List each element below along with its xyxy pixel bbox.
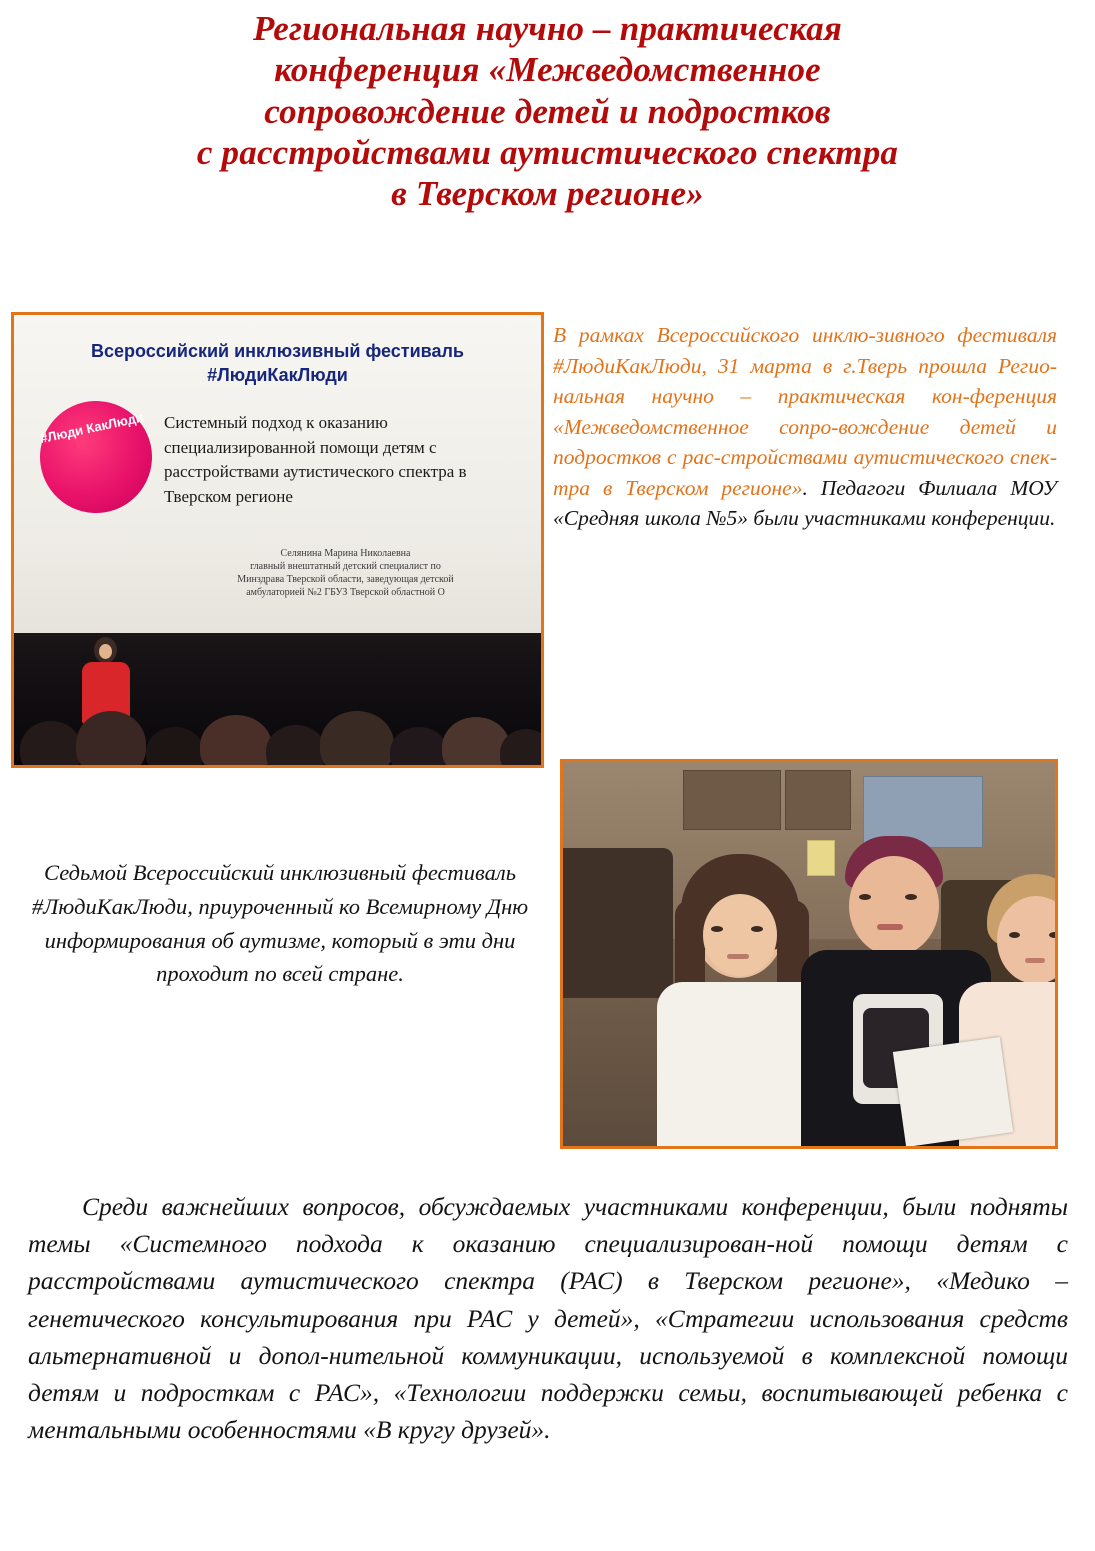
slide-heading-line-2: #ЛюдиКакЛюди xyxy=(207,365,348,386)
intro-paragraph-rest: . Педагоги Филиала МОУ «Средняя школа №5» были участниками конференции. xyxy=(553,475,1057,531)
topics-paragraph xyxy=(28,1188,1068,1449)
page-title-line-4: с расстройствами аутистического спектра xyxy=(196,132,899,172)
conference-stage-photo xyxy=(11,312,544,768)
slide-author-role-3: амбулаторией №2 ГБУЗ Тверской областной О xyxy=(246,587,445,598)
page-title xyxy=(40,8,1055,214)
slide-author-name: Селянина Марина Николаевна xyxy=(280,548,411,559)
page-title-line-2: конференция «Межведомственное xyxy=(274,50,821,90)
slide-author-block xyxy=(164,547,527,599)
festival-logo-text: #Люди КакЛюди xyxy=(38,409,145,447)
festival-caption: Седьмой Всероссийский инклюзивный фестиваль #ЛюдиКакЛюди, приуроченный ко Всемирному Дню информирования об аутизме, который в эти дни проходит по всей стране. xyxy=(31,860,529,987)
projection-screen xyxy=(14,315,541,633)
slide-author-role-1: главный внештатный детский специалист по xyxy=(250,561,441,572)
slide-heading xyxy=(14,339,541,388)
audience-silhouettes xyxy=(14,687,541,765)
page-title-line-3: сопровождение детей и подростков xyxy=(264,91,831,131)
intro-paragraph xyxy=(553,320,1057,534)
intro-paragraph-highlight: В рамках Всероссийского инклю-зивного фестиваля #ЛюдиКакЛюди, 31 марта в г.Тверь прошла Регио-нальная научно – практическая кон-ференция «Межведомственное сопро-вождение детей и подростков с рас-стройствами аутистического спек-тра в Тверском регионе» xyxy=(553,323,1057,500)
slide-body-text: Системный подход к оказанию специализированной помощи детям с расстройствами аутистического спектра в Тверском регионе xyxy=(164,413,467,506)
slide-author-role-2: Минздрава Тверской области, заведующая детской xyxy=(237,574,454,585)
topics-paragraph-text: Среди важнейших вопросов, обсуждаемых участниками конференции, были подняты темы «Системного подхода к оказанию специализирован-ной помощи детям с расстройствами аутистического спектра (РАС) в Тверском регионе», «Медико – генетического консультирования при РАС у детей», «Стратегии использования средств альтернативной и допол-нительной коммуникации, используемой в комплексной помощи детям и подросткам с РАС», «Технологии поддержки семьи, воспитывающей ребенка с ментальными особенностями «В кругу друзей». xyxy=(28,1192,1068,1445)
slide-heading-line-1: Всероссийский инклюзивный фестиваль xyxy=(91,341,464,361)
festival-logo-icon xyxy=(33,394,159,520)
handout-paper xyxy=(893,1037,1013,1147)
page-title-line-1: Региональная научно – практическая xyxy=(252,9,843,48)
conference-participants-photo xyxy=(560,759,1058,1149)
page-title-line-5: в Тверском регионе» xyxy=(391,174,704,214)
